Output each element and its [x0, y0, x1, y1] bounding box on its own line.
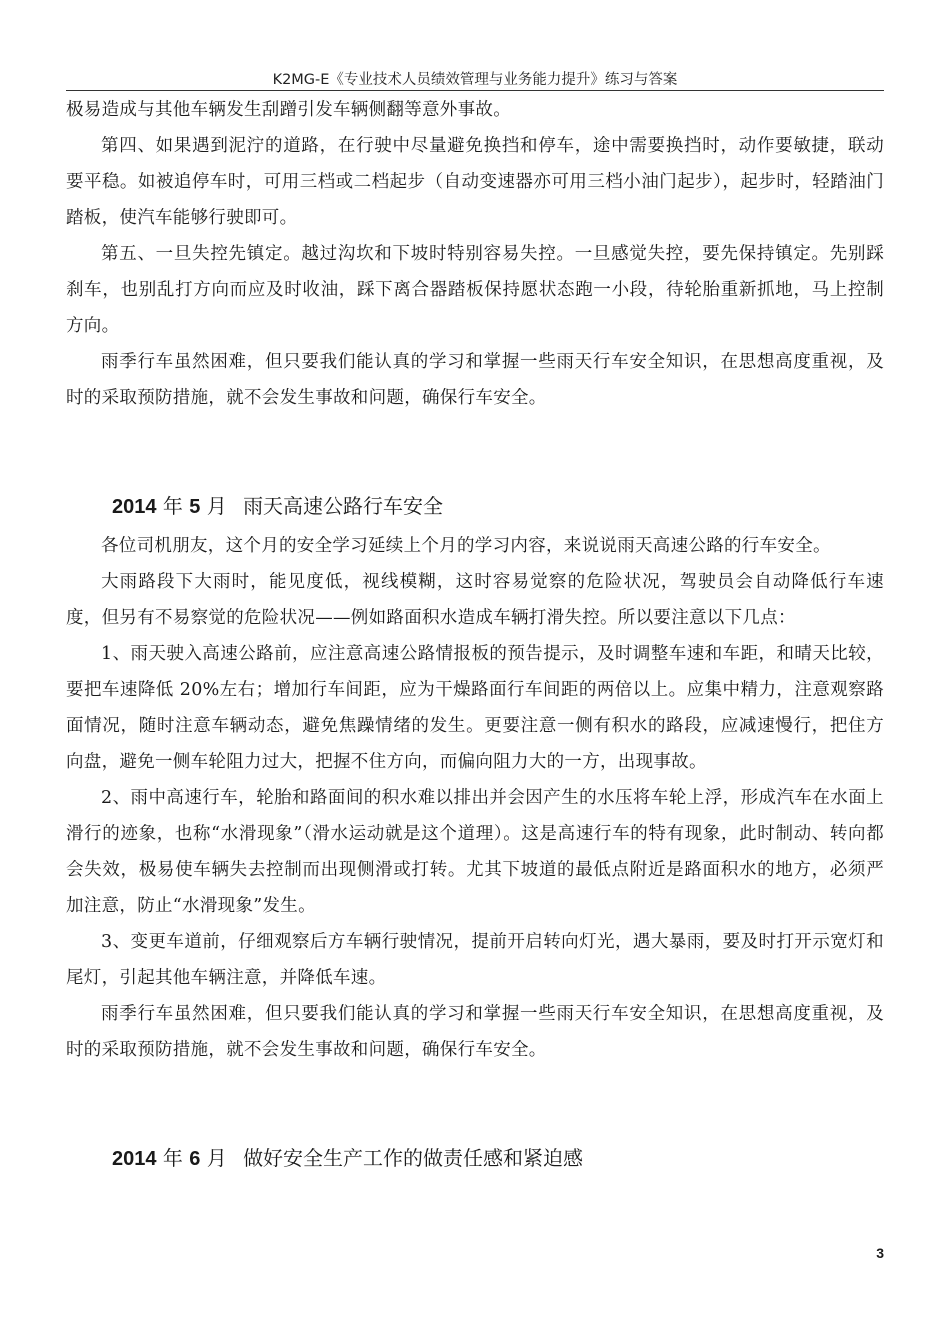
header-divider	[66, 90, 884, 91]
heading-month: 6	[189, 1148, 201, 1170]
body-paragraph: 雨季行车虽然困难，但只要我们能认真的学习和掌握一些雨天行车安全知识，在思想高度重视，及时的采取预防措施，就不会发生事故和问题，确保行车安全。	[66, 1004, 884, 1060]
heading-year: 2014	[112, 496, 157, 518]
heading-year-unit: 年	[162, 1146, 183, 1170]
body-paragraph: 1、雨天驶入高速公路前，应注意高速公路情报板的预告提示，及时调整车速和车距，和晴天比较，要把车速降低 20%左右；增加行车间距，应为干燥路面行车间距的两倍以上。应集中精力，注意观察路面情况，随时注意车辆动态，避免焦躁情绪的发生。更要注意一侧有积水的路段，应减速慢行，把住方向盘，避免一侧车轮阻力过大，把握不住方向，而偏向阻力大的一方，出现事故。	[66, 644, 884, 772]
section-heading-june	[66, 1138, 884, 1178]
page-header	[66, 68, 884, 90]
heading-month-unit: 月	[206, 1146, 227, 1170]
body-paragraph: 大雨路段下大雨时，能见度低，视线模糊，这时容易觉察的危险状况，驾驶员会自动降低行车速度，但另有不易察觉的危险状况——例如路面积水造成车辆打滑失控。所以要注意以下几点：	[66, 572, 884, 628]
body-paragraph: 极易造成与其他车辆发生刮蹭引发车辆侧翻等意外事故。	[66, 100, 511, 120]
body-paragraph: 第五、一旦失控先镇定。越过沟坎和下坡时特别容易失控。一旦感觉失控，要先保持镇定。先别踩刹车，也别乱打方向而应及时收油，踩下离合器踏板保持愿状态跑一小段，待轮胎重新抓地，马上控制方向。	[66, 244, 884, 336]
heading-year: 2014	[112, 1148, 157, 1170]
heading-year-unit: 年	[162, 494, 183, 518]
heading-month-unit: 月	[206, 494, 227, 518]
body-paragraph: 2、雨中高速行车，轮胎和路面间的积水难以排出并会因产生的水压将车轮上浮，形成汽车在水面上滑行的迹象，也称“水滑现象”（滑水运动就是这个道理）。这是高速行车的特有现象，此时制动、转向都会失效，极易使车辆失去控制而出现侧滑或打转。尤其下坡道的最低点附近是路面积水的地方，必须严加注意，防止“水滑现象”发生。	[66, 788, 884, 916]
body-paragraph: 3、变更车道前，仔细观察后方车辆行驶情况，提前开启转向灯光，遇大暴雨，要及时打开示宽灯和尾灯，引起其他车辆注意，并降低车速。	[66, 932, 884, 988]
header-title: K2MG-E《专业技术人员绩效管理与业务能力提升》练习与答案	[272, 72, 678, 88]
section-heading-may	[66, 486, 884, 526]
heading-title: 做好安全生产工作的做责任感和紧迫感	[243, 1146, 584, 1170]
body-paragraph: 各位司机朋友，这个月的安全学习延续上个月的学习内容，来说说雨天高速公路的行车安全。	[101, 536, 831, 556]
page-number: 3	[876, 1245, 884, 1261]
body-paragraph: 雨季行车虽然困难，但只要我们能认真的学习和掌握一些雨天行车安全知识，在思想高度重视，及时的采取预防措施，就不会发生事故和问题，确保行车安全。	[66, 352, 884, 408]
body-paragraph: 第四、如果遇到泥泞的道路，在行驶中尽量避免换挡和停车，途中需要换挡时，动作要敏捷，联动要平稳。如被追停车时，可用三档或二档起步（自动变速器亦可用三档小油门起步），起步时，轻踏油门踏板，使汽车能够行驶即可。	[66, 136, 884, 228]
heading-month: 5	[189, 496, 201, 518]
heading-title: 雨天高速公路行车安全	[243, 494, 444, 518]
page-body	[66, 92, 884, 1178]
